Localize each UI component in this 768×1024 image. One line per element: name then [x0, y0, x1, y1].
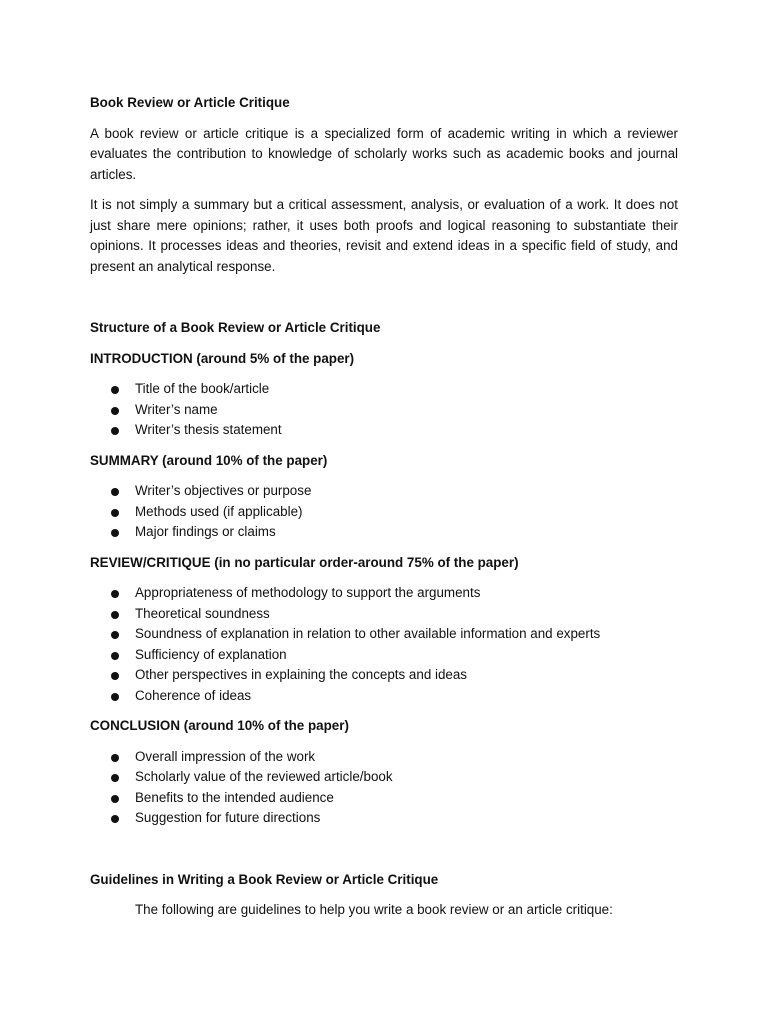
review-critique-list: [90, 583, 678, 706]
bullet-icon: [111, 386, 119, 394]
structure-title: Structure of a Book Review or Article Critique: [90, 320, 381, 335]
section-heading-review-critique: REVIEW/CRITIQUE (in no particular order-around 75% of the paper): [90, 554, 519, 570]
conclusion-list: [90, 747, 678, 829]
list-item: [90, 502, 678, 523]
bullet-icon: [111, 774, 119, 782]
bullet-icon: [111, 488, 119, 496]
list-item-text: Suggestion for future directions: [135, 810, 321, 825]
list-item: [90, 808, 678, 829]
list-item: [90, 604, 678, 625]
bullet-icon: [111, 754, 119, 762]
section-spacer: [90, 839, 678, 870]
list-item: [90, 645, 678, 666]
section-heading-summary: SUMMARY (around 10% of the paper): [90, 452, 328, 468]
list-item: [90, 747, 678, 768]
list-item-text: Appropriateness of methodology to support the arguments: [135, 585, 481, 600]
list-item-text: Title of the book/article: [135, 381, 270, 396]
list-item-text: Theoretical soundness: [135, 605, 270, 621]
bullet-icon: [111, 611, 119, 619]
list-item-text: Writer’s objectives or purpose: [135, 483, 312, 498]
bullet-icon: [111, 631, 119, 639]
list-item-text: Coherence of ideas: [135, 687, 252, 703]
bullet-icon: [111, 407, 119, 415]
list-item-text: Writer’s thesis statement: [135, 422, 282, 437]
bullet-icon: [111, 795, 119, 803]
section-heading-introduction: INTRODUCTION (around 5% of the paper): [90, 350, 355, 366]
list-item: [90, 767, 678, 788]
document-title: Book Review or Article Critique: [90, 95, 290, 110]
bullet-icon: [111, 693, 119, 701]
bullet-icon: [111, 427, 119, 435]
bullet-icon: [111, 672, 119, 680]
section-heading-conclusion: CONCLUSION (around 10% of the paper): [90, 718, 349, 733]
bullet-icon: [111, 652, 119, 660]
list-item: [90, 624, 678, 645]
list-item: [90, 583, 678, 604]
list-item-text: Sufficiency of explanation: [135, 646, 287, 662]
list-item-text: Methods used (if applicable): [135, 503, 303, 519]
bullet-icon: [111, 590, 119, 598]
list-item: [90, 665, 678, 686]
list-item-text: Writer’s name: [135, 401, 218, 417]
bullet-icon: [111, 529, 119, 537]
list-item: [90, 481, 678, 502]
bullet-icon: [111, 509, 119, 517]
list-item: [90, 379, 678, 400]
list-item-text: Major findings or claims: [135, 524, 276, 539]
list-item: [90, 420, 678, 441]
guidelines-intro: The following are guidelines to help you write a book review or an article critique:: [135, 902, 613, 917]
summary-list: [90, 481, 678, 543]
section-spacer: [90, 287, 678, 318]
list-item: [90, 788, 678, 809]
paragraph-definition: A book review or article critique is a specialized form of academic writing in which a reviewer evaluates the contribution to knowledge of scholarly works such as academic books and journal articles.: [90, 125, 678, 182]
list-item: [90, 686, 678, 707]
list-item-text: Scholarly value of the reviewed article/book: [135, 769, 393, 784]
list-item-text: Other perspectives in explaining the concepts and ideas: [135, 667, 467, 682]
introduction-list: [90, 379, 678, 441]
guidelines-title: Guidelines in Writing a Book Review or Article Critique: [90, 871, 439, 887]
paragraph-description: It is not simply a summary but a critical assessment, analysis, or evaluation of a work. It does not just share mere opinions; rather, it uses both proofs and logical reasoning to substantiate their opinions. It processes ideas and theories, revisit and extend ideas in a specific field of study, and present an analytical response.: [90, 197, 678, 274]
list-item-text: Overall impression of the work: [135, 748, 316, 764]
list-item: [90, 400, 678, 421]
list-item-text: Soundness of explanation in relation to other available information and experts: [135, 626, 601, 641]
list-item-text: Benefits to the intended audience: [135, 789, 334, 805]
bullet-icon: [111, 815, 119, 823]
list-item: [90, 522, 678, 543]
